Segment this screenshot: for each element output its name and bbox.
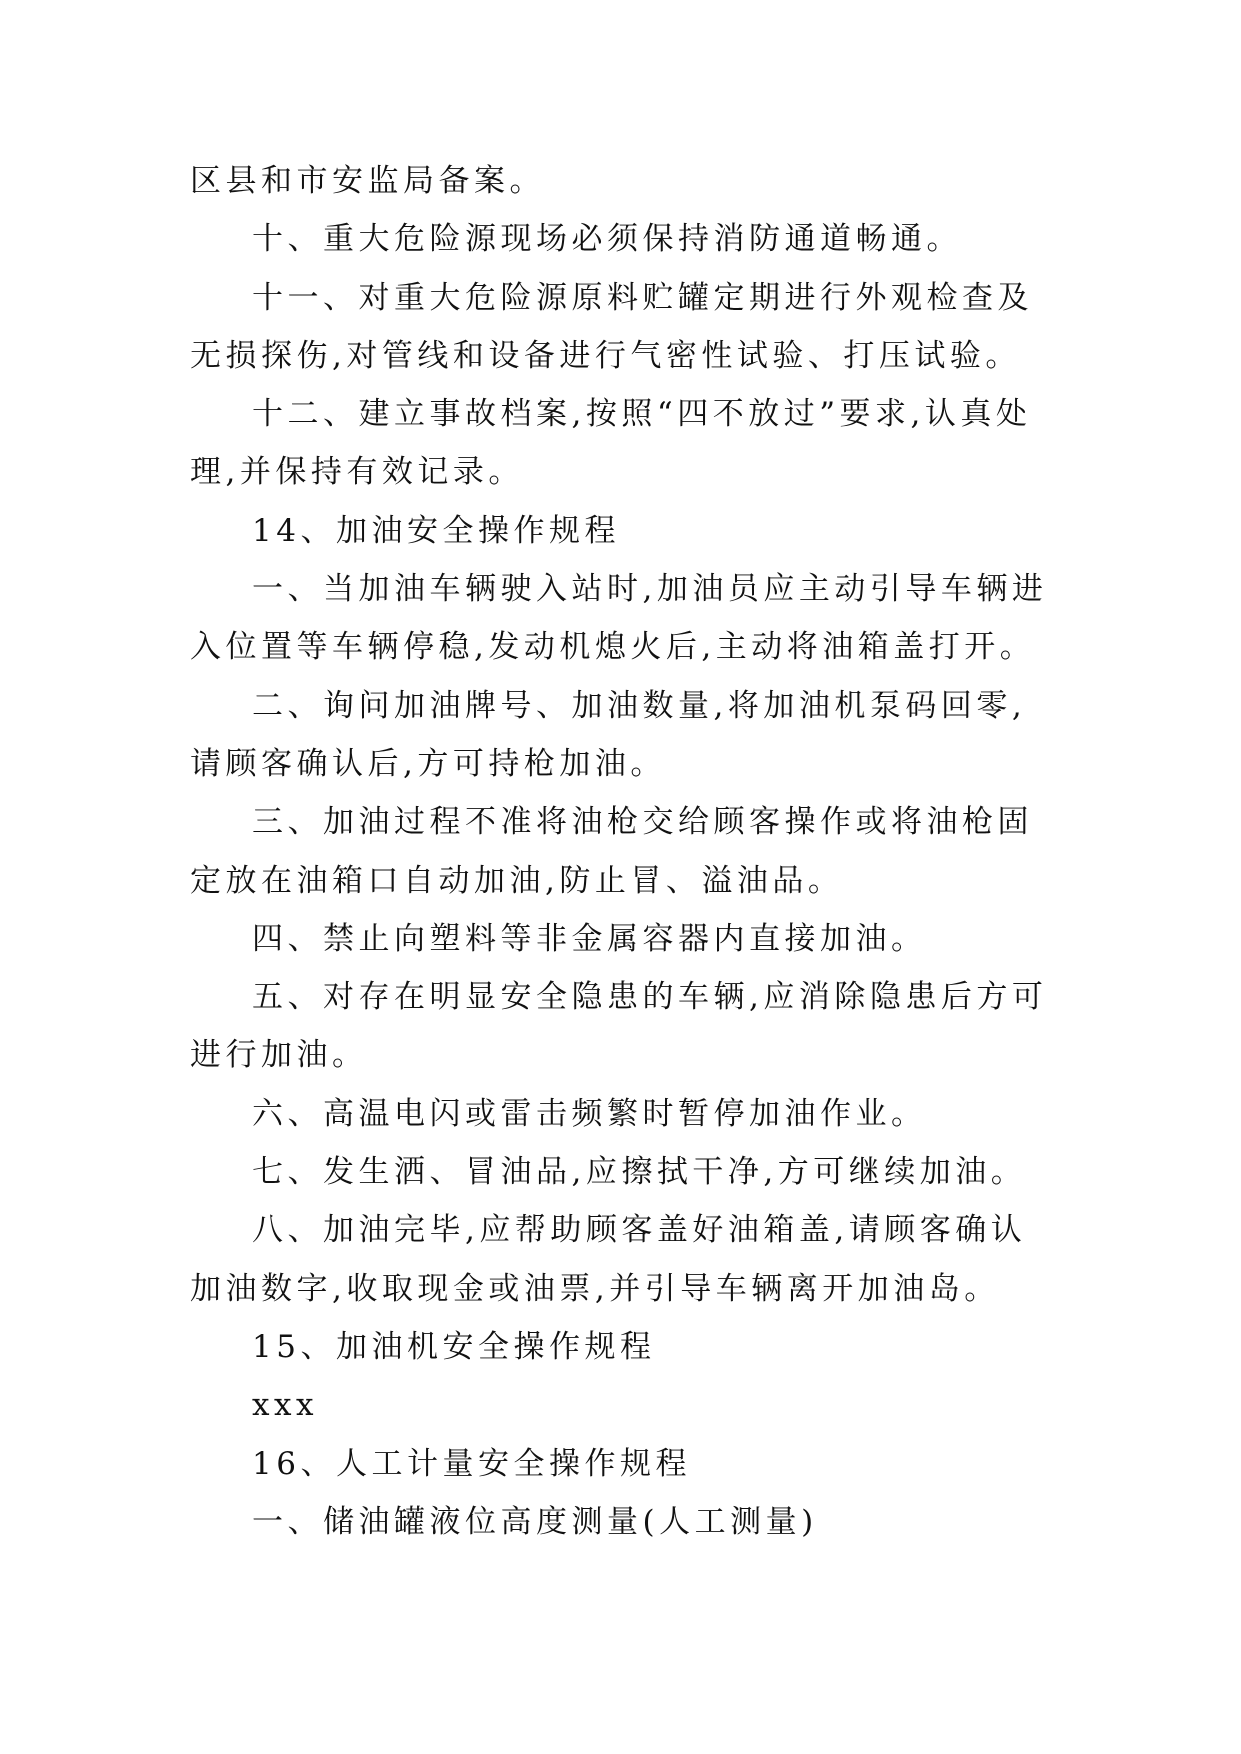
paragraph: xxx	[252, 1387, 318, 1424]
document-body	[190, 152, 1050, 1551]
paragraph: 区县和市安监局备案。	[190, 163, 545, 199]
paragraph: 十二、建立事故档案,按照“四不放过”要求,认真处理,并保持有效记录。	[190, 396, 1032, 491]
paragraph: 十一、对重大危险源原料贮罐定期进行外观检查及无损探伤,对管线和设备进行气密性试验、打压试验。	[190, 279, 1033, 374]
paragraph: 四、禁止向塑料等非金属容器内直接加油。	[252, 920, 927, 957]
section-heading: 16、人工计量安全操作规程	[252, 1445, 691, 1482]
paragraph: 七、发生洒、冒油品,应擦拭干净,方可继续加油。	[252, 1154, 1027, 1191]
paragraph: 一、当加油车辆驶入站时,加油员应主动引导车辆进入位置等车辆停稳,发动机熄火后,主动将油箱盖打开。	[190, 571, 1048, 666]
paragraph: 三、加油过程不准将油枪交给顾客操作或将油枪固定放在油箱口自动加油,防止冒、溢油品。	[190, 804, 1033, 899]
paragraph: 六、高温电闪或雷击频繁时暂停加油作业。	[252, 1095, 927, 1132]
paragraph: 五、对存在明显安全隐患的车辆,应消除隐患后方可进行加油。	[190, 979, 1048, 1074]
paragraph: 一、储油罐液位高度测量(人工测量)	[252, 1503, 818, 1540]
paragraph: 十、重大危险源现场必须保持消防通道畅通。	[252, 221, 962, 258]
section-heading: 14、加油安全操作规程	[252, 512, 620, 549]
paragraph: 二、询问加油牌号、加油数量,将加油机泵码回零,请顾客确认后,方可持枪加油。	[190, 687, 1027, 782]
section-heading: 15、加油机安全操作规程	[252, 1328, 656, 1365]
paragraph: 八、加油完毕,应帮助顾客盖好油箱盖,请顾客确认加油数字,收取现金或油票,并引导车辆离开加油岛。	[190, 1212, 1027, 1307]
